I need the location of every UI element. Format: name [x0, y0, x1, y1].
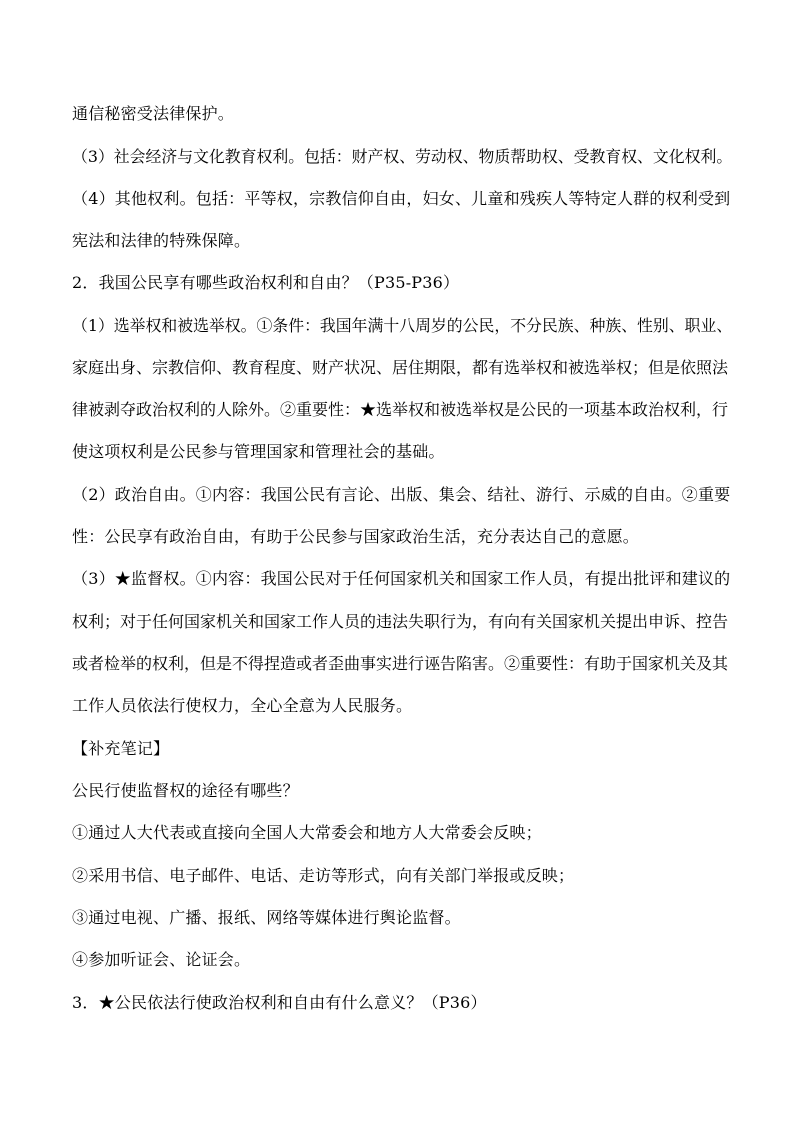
- text-line: 宪法和法律的特殊保障。: [72, 231, 251, 250]
- text-line: 通信秘密受法律保护。: [72, 104, 235, 123]
- notes-heading: 【补充笔记】: [72, 739, 170, 758]
- text-line: 公民行使监督权的途径有哪些？: [72, 781, 299, 800]
- list-item: ④参加听证会、论证会。: [72, 950, 251, 969]
- question-heading: 3．★公民依法行使政治权利和自由有什么意义？（P36）: [72, 993, 487, 1012]
- list-item: ①通过人大代表或直接向全国人大常委会和地方人大常委会反映；: [72, 823, 542, 842]
- list-item: ③通过电视、广播、报纸、网络等媒体进行舆论监督。: [72, 908, 461, 927]
- text-line: 权利；对于任何国家机关和国家工作人员的违法失职行为，有向有关国家机关提出申诉、控告: [72, 612, 729, 631]
- question-heading: 2．我国公民享有哪些政治权利和自由？（P35-P36）: [72, 273, 460, 292]
- text-line: 性：公民享有政治自由，有助于公民参与国家政治生活，充分表达自己的意愿。: [72, 527, 640, 546]
- text-line: 或者检举的权利，但是不得捏造或者歪曲事实进行诬告陷害。②重要性：有助于国家机关及其: [72, 654, 729, 673]
- text-line: 家庭出身、宗教信仰、教育程度、财产状况、居住期限，都有选举权和被选举权；但是依照法: [72, 358, 729, 377]
- text-line: 工作人员依法行使权力，全心全意为人民服务。: [72, 696, 413, 715]
- text-line: 律被剥夺政治权利的人除外。②重要性：★选举权和被选举权是公民的一项基本政治权利，行: [72, 400, 729, 419]
- text-line: （2）政治自由。①内容：我国公民有言论、出版、集会、结社、游行、示威的自由。②重要: [72, 485, 731, 504]
- text-line: （3）★监督权。①内容：我国公民对于任何国家机关和国家工作人员，有提出批评和建议的: [72, 569, 731, 588]
- text-line: 使这项权利是公民参与管理国家和管理社会的基础。: [72, 442, 445, 461]
- text-line: （1）选举权和被选举权。①条件：我国年满十八周岁的公民，不分民族、种族、性别、职业、: [72, 316, 733, 335]
- text-line: （4）其他权利。包括：平等权，宗教信仰自由，妇女、儿童和残疾人等特定人群的权利受到: [72, 189, 731, 208]
- text-line: （3）社会经济与文化教育权利。包括：财产权、劳动权、物质帮助权、受教育权、文化权利。: [72, 147, 733, 166]
- list-item: ②采用书信、电子邮件、电话、走访等形式，向有关部门举报或反映；: [72, 866, 575, 885]
